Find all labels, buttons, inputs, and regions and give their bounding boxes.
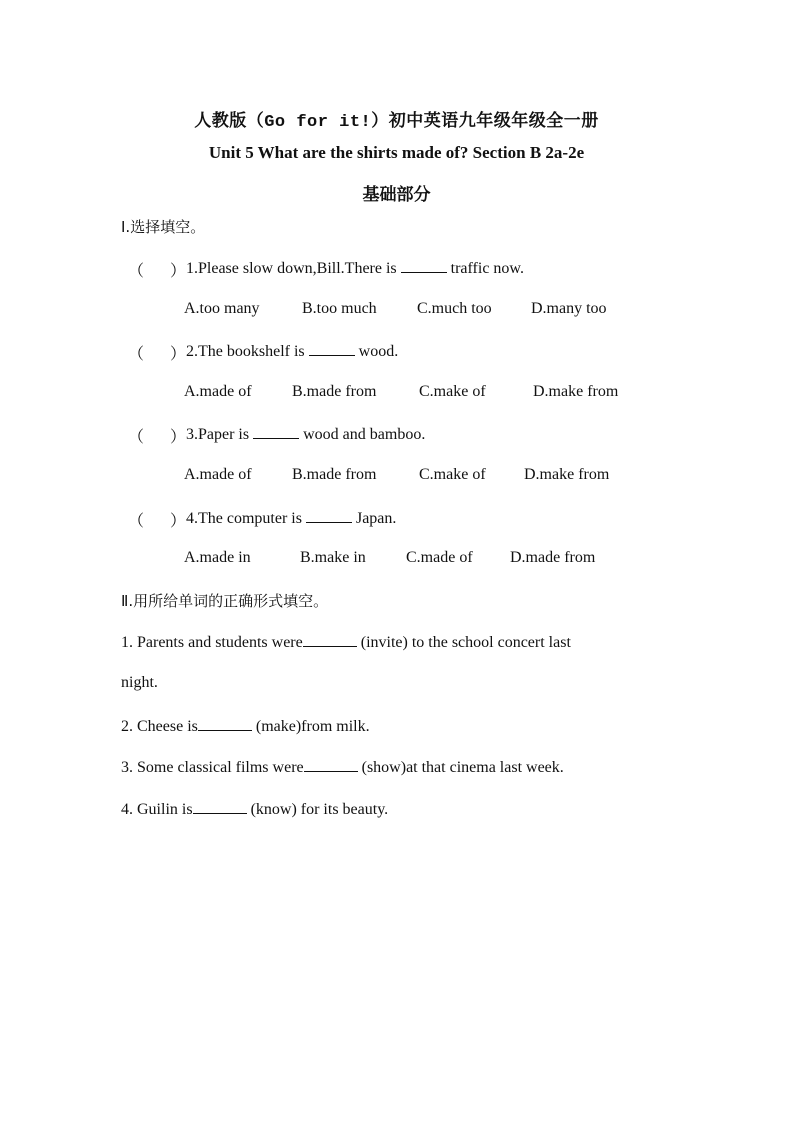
- fill-text: 4. Guilin is: [121, 801, 193, 818]
- stem-text: wood.: [354, 343, 399, 360]
- stem-text: 4.The computer is: [186, 510, 306, 527]
- answer-paren-open: （: [128, 346, 145, 363]
- stem-text: traffic now.: [446, 260, 524, 277]
- fill-blank[interactable]: [198, 716, 252, 731]
- option-a: A.made of: [184, 466, 252, 483]
- stem-text: 2.The bookshelf is: [186, 343, 309, 360]
- question-stem: [186, 258, 524, 278]
- question-3: [128, 424, 648, 446]
- option-a: A.made of: [184, 383, 252, 400]
- worksheet-title-en: Unit 5 What are the shirts made of? Section B 2a-2e: [208, 143, 585, 162]
- option-c: C.made of: [406, 549, 473, 566]
- answer-paren-close: ）: [170, 346, 187, 363]
- option-c: C.make of: [419, 383, 486, 400]
- option-b: B.made from: [292, 383, 377, 400]
- fill-text: (invite) to the school concert last: [356, 634, 571, 651]
- answer-blank[interactable]: [253, 424, 299, 439]
- question-1-options: [184, 300, 644, 322]
- stem-text: wood and bamboo.: [299, 426, 426, 443]
- answer-paren-open: （: [128, 429, 145, 446]
- title-cn-suffix: ）初中英语九年级年级全一册: [371, 111, 599, 130]
- answer-paren-close: ）: [170, 263, 187, 280]
- fill-blank[interactable]: [303, 632, 357, 647]
- stem-text: Japan.: [351, 510, 397, 527]
- fill-blank[interactable]: [304, 757, 358, 772]
- worksheet-subtitle: 基础部分: [362, 185, 431, 204]
- fill-text: (show)at that cinema last week.: [357, 759, 564, 776]
- title-cn-prefix: 人教版（: [194, 111, 265, 130]
- answer-paren-open: （: [128, 263, 145, 280]
- fill-item-1: [121, 632, 571, 652]
- question-4: [128, 508, 648, 530]
- question-3-options: [184, 466, 644, 488]
- option-b: B.make in: [300, 549, 366, 566]
- option-c: C.make of: [419, 466, 486, 483]
- answer-blank[interactable]: [309, 341, 355, 356]
- stem-text: 3.Paper is: [186, 426, 254, 443]
- question-stem: [186, 508, 396, 528]
- fill-blank[interactable]: [193, 799, 247, 814]
- option-d: D.make from: [524, 466, 610, 483]
- fill-text: 2. Cheese is: [121, 718, 198, 735]
- answer-paren-close: ）: [170, 513, 187, 530]
- answer-paren-open: （: [128, 513, 145, 530]
- answer-paren-close: ）: [170, 429, 187, 446]
- answer-blank[interactable]: [306, 508, 352, 523]
- fill-text: 1. Parents and students were: [121, 634, 303, 651]
- stem-text: 1.Please slow down,Bill.There is: [186, 260, 401, 277]
- answer-blank[interactable]: [401, 258, 447, 273]
- option-b: B.made from: [292, 466, 377, 483]
- option-a: A.too many: [184, 300, 260, 317]
- section1-heading: Ⅰ.选择填空。: [121, 218, 206, 236]
- option-d: D.make from: [533, 383, 619, 400]
- option-c: C.much too: [417, 300, 492, 317]
- fill-item-2: [121, 716, 370, 736]
- section2-heading: Ⅱ.用所给单词的正确形式填空。: [121, 592, 329, 610]
- fill-text: (know) for its beauty.: [246, 801, 389, 818]
- fill-text: (make)from milk.: [251, 718, 370, 735]
- fill-item-4: [121, 799, 388, 819]
- option-b: B.too much: [302, 300, 377, 317]
- question-stem: [186, 341, 398, 361]
- option-d: D.many too: [531, 300, 607, 317]
- worksheet-title-cn: [0, 106, 793, 132]
- option-d: D.made from: [510, 549, 596, 566]
- title-cn-series: Go for it!: [264, 113, 372, 132]
- fill-item-3: [121, 757, 564, 777]
- fill-text: 3. Some classical films were: [121, 759, 304, 776]
- option-a: A.made in: [184, 549, 251, 566]
- question-2-options: [184, 383, 644, 405]
- question-stem: [186, 424, 425, 444]
- question-4-options: [184, 549, 644, 571]
- question-1: [128, 258, 648, 280]
- fill-item-1-continuation: night.: [121, 674, 158, 691]
- question-2: [128, 341, 648, 363]
